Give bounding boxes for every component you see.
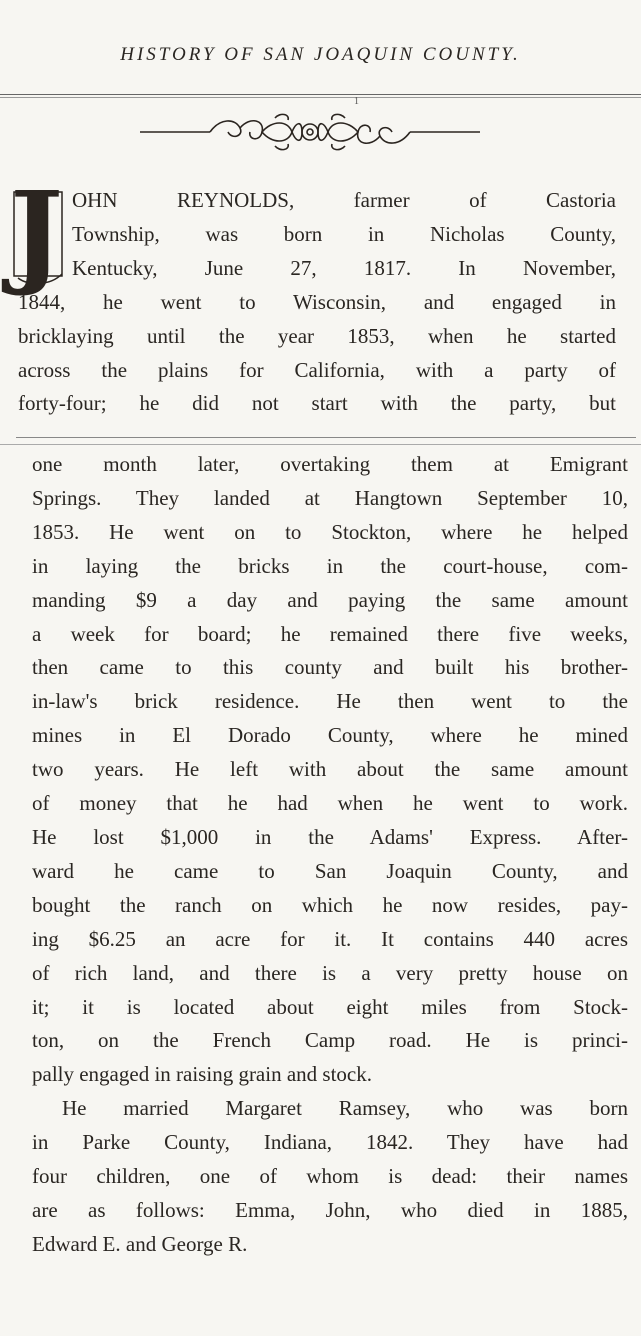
clipping-edge	[0, 444, 641, 445]
clipping-edge	[16, 437, 636, 438]
ornament-divider-icon	[140, 110, 480, 154]
text-line: ward he came to San Joaquin County, and	[32, 858, 628, 883]
text-line: a week for board; he remained there five weeks,	[32, 621, 628, 646]
text-line: of money that he had when he went to work.	[32, 791, 628, 816]
text-line: are as follows: Emma, John, who died in 1885,	[32, 1197, 628, 1222]
running-header: HISTORY OF SAN JOAQUIN COUNTY.	[120, 44, 521, 65]
text-line: then came to this county and built his brother-	[32, 655, 628, 680]
text-line: one month later, overtaking them at Emigrant	[32, 452, 628, 476]
text-line: in laying the bricks in the court-house, com-	[32, 553, 628, 578]
text-line: mines in El Dorado County, where he mined	[32, 723, 628, 748]
text-line: bought the ranch on which he now resides, pay-	[32, 892, 628, 917]
text-line: it; it is located about eight miles from Stock-	[32, 994, 628, 1019]
text-line: ton, on the French Camp road. He is princi-	[32, 1028, 628, 1053]
text-line: two years. He left with about the same amount	[32, 757, 628, 782]
text-line: Township, was born in Nicholas County,	[72, 221, 616, 246]
text-line: Springs. They landed at Hangtown September 10,	[32, 485, 628, 510]
text-line: He lost $1,000 in the Adams' Express. After-	[32, 824, 628, 849]
text-line: Kentucky, June 27, 1817. In November,	[72, 255, 616, 280]
header-rule	[0, 94, 641, 98]
text-line: OHN REYNOLDS, farmer of Castoria	[72, 188, 616, 212]
page-mark: 1	[354, 96, 359, 107]
text-line: in-law's brick residence. He then went to the	[32, 689, 628, 714]
text-line: 1853. He went on to Stockton, where he helped	[32, 519, 628, 544]
text-line: across the plains for California, with a party of	[18, 357, 616, 382]
text-line: of rich land, and there is a very pretty house on	[32, 960, 628, 985]
text-line: bricklaying until the year 1853, when he started	[18, 323, 616, 348]
text-line: He married Margaret Ramsey, who was born	[62, 1096, 628, 1121]
text-line: manding $9 a day and paying the same amount	[32, 587, 628, 612]
text-line: in Parke County, Indiana, 1842. They have had	[32, 1130, 628, 1155]
paragraph-part-1	[18, 184, 616, 421]
text-line: Edward E. and George R.	[32, 1231, 248, 1256]
text-line: ing $6.25 an acre for it. It contains 440 acres	[32, 926, 628, 951]
drop-cap-letter: J	[10, 168, 63, 299]
paragraph-part-2	[32, 448, 628, 1262]
text-line: 1844, he went to Wisconsin, and engaged in	[18, 289, 616, 314]
text-line: four children, one of whom is dead: their names	[32, 1164, 628, 1189]
text-line: pally engaged in raising grain and stock.	[32, 1062, 372, 1087]
text-line: forty-four; he did not start with the party, but	[18, 391, 616, 416]
